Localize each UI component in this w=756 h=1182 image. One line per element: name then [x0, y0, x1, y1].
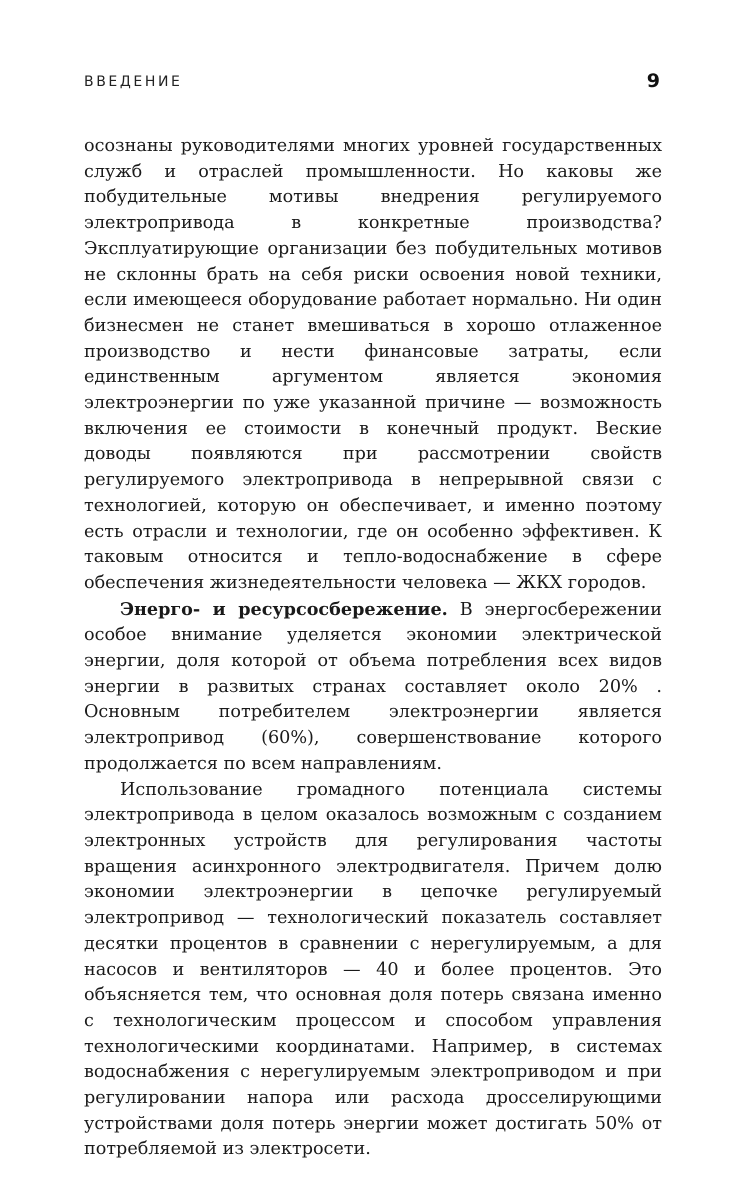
paragraph-text: В энергосбережении особое внимание уделяется экономии электрической энергии, доля которой от объема потребления всех видов энергии в развитых странах составляет около 20% . Основным потребителем электроэнергии является электропривод (60%), совершенствование которого продолжается по всем направлениям.	[84, 599, 662, 774]
running-head-title: ВВЕДЕНИЕ	[84, 74, 183, 90]
body-text	[84, 134, 662, 1163]
paragraph-energy-saving	[84, 597, 662, 778]
paragraph-text: осознаны руководителями многих уровней государственных служб и отраслей промышленности. Но каковы же побудительные мотивы внедрения регулируемого электропривода в конкретные производства? Эксплуатирующие организации без побудительных мотивов не склонны брать на себя риски освоения новой техники, если имеющееся оборудование работает нормально. Ни один бизнесмен не станет вмешиваться в хорошо отлаженное производство и нести финансовые затраты, если единственным аргументом является экономия электроэнергии по уже указанной причине — возможность включения ее стоимости в конечный продукт. Веские доводы появляются при рассмотрении свойств регулируемого электропривода в непрерывной связи с технологией, которую он обеспечивает, и именно поэтому есть отрасли и технологии, где он особенно эффективен. К таковым относится и тепло-водоснабжение в сфере обеспечения жизнедеятельности человека — ЖКХ городов.	[84, 136, 662, 593]
paragraph-continuation	[84, 134, 662, 597]
run-in-heading: Энерго- и ресурсосбережение.	[120, 598, 448, 620]
paragraph-text: Использование громадного потенциала системы электропривода в целом оказалось возможным с созданием электронных устройств для регулирования частоты вращения асинхронного электродвигателя. Причем долю экономии электроэнергии в цепочке регулируемый электропривод — технологический показатель составляет десятки процентов в сравнении с нерегулируемым, а для насосов и вентиляторов — 40 и более процентов. Это объясняется тем, что основная доля потерь связана именно с технологическим процессом и способом управления технологическими координатами. Например, в системах водоснабжения с нерегулируемым электроприводом и при регулировании напора или расхода дросселирующими устройствами доля потерь энергии может достигать 50% от потребляемой из электросети.	[84, 779, 662, 1160]
paragraph-electric-drive-potential	[84, 778, 662, 1164]
page-number: 9	[646, 70, 660, 92]
